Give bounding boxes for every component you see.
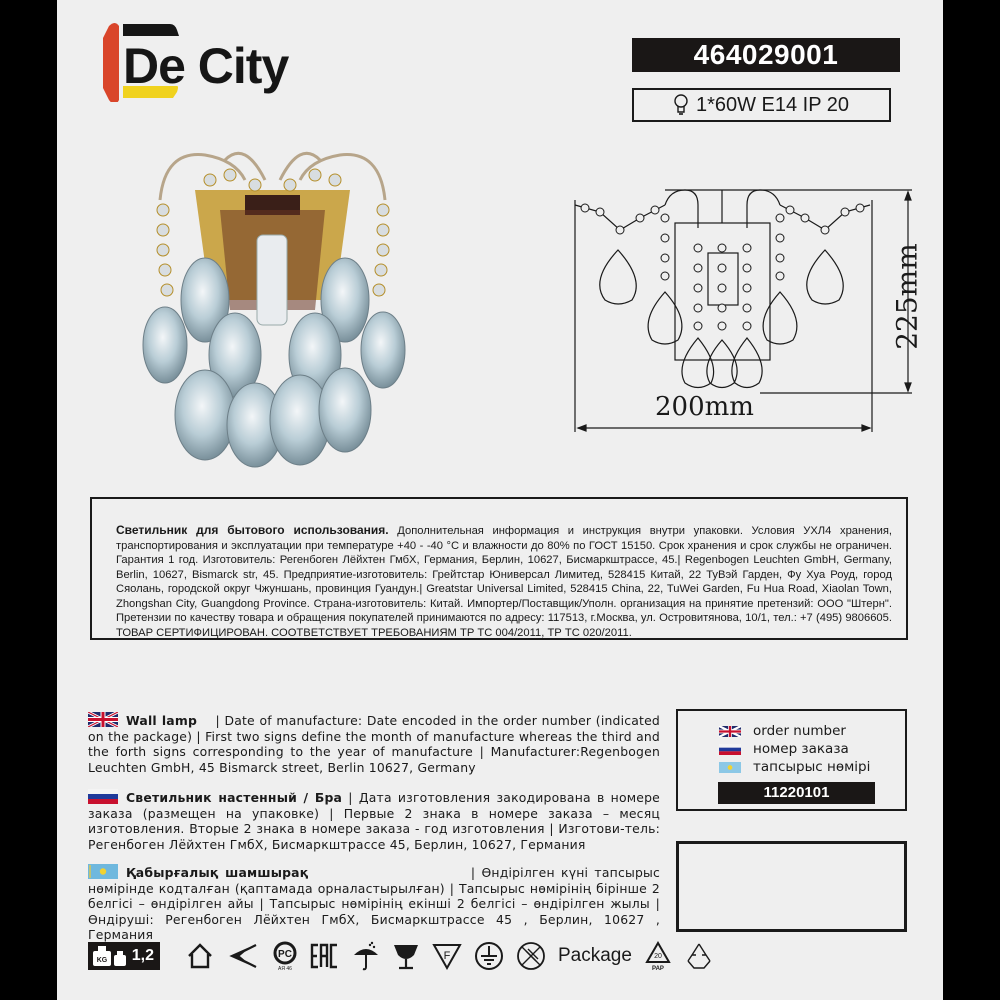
svg-text:F: F [443, 950, 451, 962]
package-label: Package [558, 945, 632, 966]
blank-label-box [676, 841, 907, 932]
lang-body-en: | Date of manufacture: Date encoded in the order number (indicated on the package) | First two signs define the month of manufacture whereas the third and the forth signs corresponding to the year of manufacture | Manufacturer:Regenbogen Leuchten GmbH, 45 Bismarck street, Berlin 10627, Germany [88, 713, 660, 775]
lang-block-kz [88, 864, 660, 943]
pap-recycle-icon [644, 941, 672, 971]
order-number-box [676, 709, 907, 811]
product-photo [135, 140, 410, 470]
light-bulb-icon [674, 94, 688, 116]
spec-box [632, 88, 891, 122]
order-label-ru: номер заказа [719, 741, 849, 757]
brand-logo [95, 22, 335, 102]
product-info-box [90, 497, 908, 640]
lang-block-ru [88, 789, 660, 852]
order-label-kz: тапсырыс нөмірі [719, 759, 870, 775]
f-mark-triangle-icon [432, 942, 462, 970]
weight-kg-icon [92, 945, 128, 967]
width-dimension-label: 200mm [655, 392, 754, 422]
svg-text:KG: KG [96, 957, 108, 964]
weight-value: 1,2 [131, 947, 154, 964]
svg-text:PAP: PAP [652, 966, 664, 971]
spec-text: 1*60W E14 IP 20 [695, 93, 850, 116]
svg-text:PC: PC [278, 949, 292, 960]
uk-flag-icon [719, 726, 741, 737]
info-body: Дополнительная информация и инструкция внутри упаковки. Условия УХЛ4 хранения, транспортирования и эксплуатации при температуре +40 - -40 °C и влажности до 80% по ГОСТ 15150. Срок хранения и срок службы не ограничен. Гарантия 1 год. Изготовитель: Регенбоген Лёйхтен ГмбХ, Германия, Берлин, 10627, Бисмаркштрассе, 45.| Regenbogen Leuchten GmbH, Germany, Berlin, 10627, Bismarck str, 45. Предприятие-изготовитель: Грейтстар Юниверсал Лимитед, 528415 Китай, 22 ТуВэй Гарден, Фу Хуа Роуд, город Сяолань, городской округ Чжуншань, провинция Гуандун.| Greatstar Universal Limited, 528415 China, 22, TuWei Garden, Fu Hua Road, Xiaolan Town, Zhongshan City, Guangdong Province. Страна-изготовитель: Китай. Импортер/Поставщик/Уполн. организация на принятие претензий: ООО "Штерн". Претензии по качеству товара и обращения покупателей принимаются по адресу: 117513, г.Москва, ул. Островитянова, 10/1, тел.: +7 (495) 9806605. ТОВАР СЕРТИФИЦИРОВАН. СООТВЕТСТВУЕТ ТРЕБОВАНИЯМ ТР ТС 004/2011, ТР ТС 020/2011. [116, 525, 893, 639]
svg-text:АЯ 46: АЯ 46 [278, 966, 292, 971]
recycle-icon [684, 941, 714, 971]
eac-mark-icon [310, 942, 340, 970]
order-label-en: order number [719, 723, 846, 739]
no-fork-icon [516, 941, 546, 971]
brand-name: De City [123, 38, 289, 94]
uk-flag-icon [88, 712, 118, 727]
order-number-value: 11220101 [718, 782, 875, 804]
keep-dry-umbrella-icon [352, 941, 380, 971]
lang-title-ru: Светильник настенный / Бра [126, 790, 343, 805]
lang-body-kz: | Өндірілген күні тапсырыс нөмірінде кодталған (қаптамада орналастырылған) | Тапсырыс нөмірінің бірінше 2 белгісі – өндірілген айы | Тапсырыс нөмірінің екінші 2 белгісі – өндірілген жылы | Өндіруші: Регенбоген Лёйхтен ГмбХ, Бисмаркштрассе 45 , Берлин, 10627 , Германия [88, 865, 661, 943]
kazakhstan-flag-icon [88, 864, 118, 879]
article-number: 464029001 [632, 38, 900, 72]
svg-text:20: 20 [654, 953, 662, 960]
weight-badge [88, 942, 160, 970]
russia-flag-icon [719, 744, 741, 755]
russia-flag-icon [88, 789, 118, 804]
lang-block-en [88, 712, 660, 775]
indoor-use-house-icon [186, 942, 214, 970]
lang-body-ru: | Дата изготовления закодирована в номере заказа (размещен на упаковке) | Первые 2 знака в номере заказа – месяц изготовления. Вторые 2 знака в номере заказа - год изготовления | Изготови-тель: Регенбоген Лёйхтен ГмбХ, Бисмаркштрассе 45, Берлин, 10627, Германия [88, 790, 661, 852]
rst-certification-icon [272, 941, 298, 971]
lang-title-en: Wall lamp [126, 713, 198, 728]
fragile-glass-icon [392, 941, 420, 971]
kazakhstan-flag-icon [719, 762, 741, 773]
height-dimension-label: 225mm [890, 243, 924, 350]
lang-title-kz: Қабырғалық шамшырақ [126, 865, 309, 880]
info-heading: Светильник для бытового использования. [116, 523, 389, 537]
energy-efficiency-icon [226, 942, 260, 970]
dimension-drawing [570, 180, 924, 440]
protective-earth-icon [474, 941, 504, 971]
certification-icons [186, 938, 714, 974]
